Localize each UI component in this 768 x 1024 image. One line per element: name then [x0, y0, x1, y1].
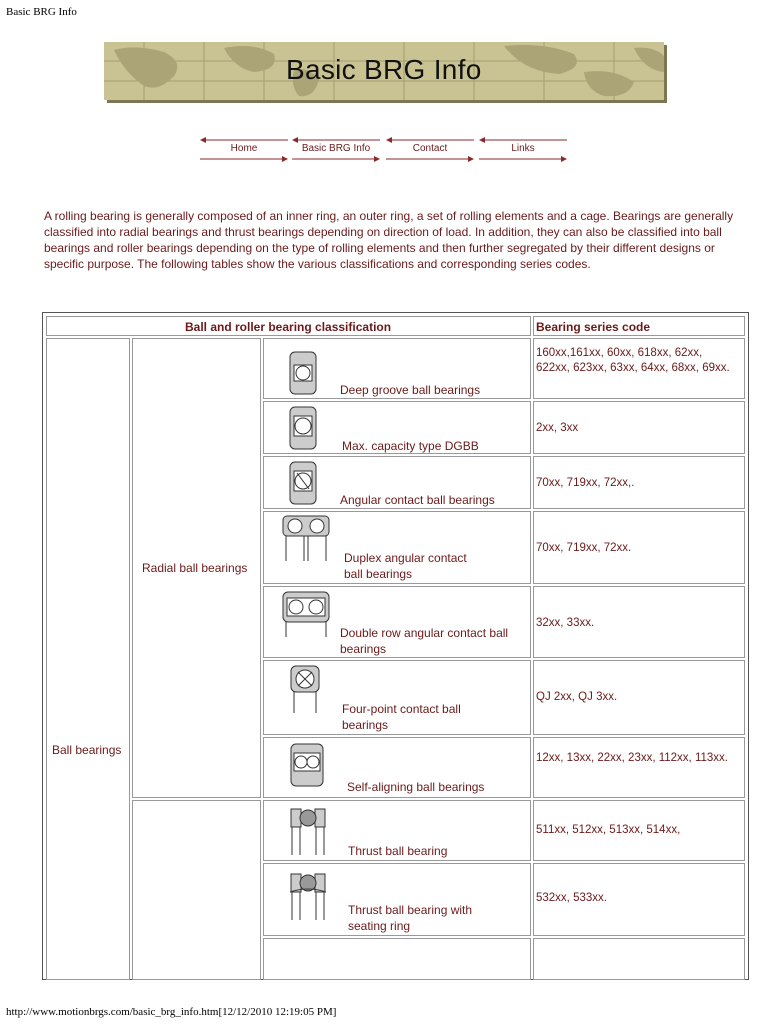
- arrow-right-icon: [292, 156, 380, 162]
- group-label: Ball bearings: [52, 743, 122, 757]
- series-code-cell: [533, 586, 745, 658]
- table-row: [263, 338, 531, 399]
- row-name: Angular contact ball bearings: [340, 493, 495, 507]
- series-code: 70xx, 719xx, 72xx.: [536, 542, 632, 554]
- table-row: [263, 586, 531, 658]
- table-row: [263, 511, 531, 584]
- nav-basic-brg-info-label: Basic BRG Info: [301, 143, 371, 154]
- series-code: 2xx, 3xx: [536, 422, 579, 434]
- subgroup-label: Radial ball bearings: [142, 561, 248, 575]
- print-footer: http://www.motionbrgs.com/basic_brg_info.htm[12/12/2010 12:19:05 PM]: [6, 1006, 337, 1018]
- arrow-right-icon: [200, 156, 288, 162]
- series-code-cell: [533, 401, 745, 454]
- table-header-classification-label: Ball and roller bearing classification: [185, 320, 392, 334]
- subgroup-cell-thrust: [132, 800, 261, 980]
- series-code: 160xx,161xx, 60xx, 618xx, 62xx, 622xx, 623xx, 63xx, 64xx, 68xx, 69xx.: [536, 347, 730, 374]
- series-code: 511xx, 512xx, 513xx, 514xx,: [536, 824, 681, 836]
- row-name: Self-aligning ball bearings: [347, 780, 485, 794]
- series-code: 532xx, 533xx.: [536, 892, 607, 904]
- row-name: Duplex angular contact ball bearings: [344, 551, 467, 581]
- series-code-cell: [533, 800, 745, 861]
- series-code: QJ 2xx, QJ 3xx.: [536, 691, 618, 703]
- print-header: Basic BRG Info: [6, 6, 77, 18]
- series-code: 70xx, 719xx, 72xx,.: [536, 477, 635, 489]
- row-name: Max. capacity type DGBB: [342, 439, 479, 453]
- table-header-code: [533, 316, 745, 336]
- site-banner: [104, 42, 664, 100]
- series-code-cell: [533, 660, 745, 735]
- bearing-classification-table: [42, 312, 749, 980]
- table-row: [263, 401, 531, 454]
- group-cell-ball-bearings: [46, 338, 130, 980]
- deep-groove-ball-bearing-icon: [289, 351, 317, 395]
- arrow-right-icon: [386, 156, 474, 162]
- nav-basic-brg-info-button[interactable]: [292, 138, 380, 160]
- series-code: 12xx, 13xx, 22xx, 23xx, 112xx, 113xx.: [536, 752, 728, 764]
- max-capacity-dgbb-icon: [289, 406, 317, 450]
- nav-bar: [200, 138, 570, 160]
- table-header-code-label: Bearing series code: [536, 320, 651, 334]
- series-code-cell: [533, 737, 745, 798]
- table-row: [263, 456, 531, 509]
- subgroup-cell-radial: [132, 338, 261, 798]
- nav-contact-label: Contact: [412, 143, 448, 154]
- series-code-cell: [533, 938, 745, 980]
- banner-title: Basic BRG Info: [286, 54, 482, 85]
- table-header-classification: [46, 316, 531, 336]
- row-name: Double row angular contact ball bearings: [340, 626, 509, 656]
- row-name: Thrust ball bearing with seating ring: [348, 903, 473, 933]
- series-code-cell: [533, 456, 745, 509]
- row-name: Deep groove ball bearings: [340, 383, 481, 397]
- table-row: [263, 938, 531, 980]
- nav-home-label: Home: [230, 143, 258, 154]
- table-row: [263, 737, 531, 798]
- table-row: [263, 863, 531, 936]
- series-code-cell: [533, 511, 745, 584]
- row-name: Thrust ball bearing: [348, 844, 448, 858]
- intro-paragraph: A rolling bearing is generally composed of an inner ring, an outer ring, a set of rolling elements and a cage. Bearings are generally classified into radial bearings and thrust bearings depending on direction of load. In addition, they can also be classified into ball bearings and roller bearings depending on the type of rolling elements and then further segregated by their different designs or specific purpose. The following tables show the various classifications and corresponding series codes.: [44, 209, 734, 271]
- duplex-angular-contact-icon: [282, 515, 330, 563]
- nav-links-button[interactable]: [479, 138, 567, 160]
- four-point-contact-icon: [290, 665, 320, 715]
- thrust-ball-bearing-seating-ring-icon: [288, 872, 328, 922]
- nav-home-button[interactable]: [200, 138, 288, 160]
- row-name: Four-point contact ball bearings: [342, 702, 461, 732]
- table-row: [263, 800, 531, 861]
- series-code: 32xx, 33xx.: [536, 617, 595, 629]
- nav-links-label: Links: [511, 143, 535, 154]
- angular-contact-ball-bearing-icon: [289, 461, 317, 505]
- self-aligning-ball-bearing-icon: [290, 743, 324, 787]
- thrust-ball-bearing-icon: [288, 807, 328, 857]
- table-row: [263, 660, 531, 735]
- series-code-cell: [533, 338, 745, 399]
- series-code-cell: [533, 863, 745, 936]
- double-row-angular-contact-icon: [282, 591, 330, 639]
- arrow-right-icon: [479, 156, 567, 162]
- nav-contact-button[interactable]: [386, 138, 474, 160]
